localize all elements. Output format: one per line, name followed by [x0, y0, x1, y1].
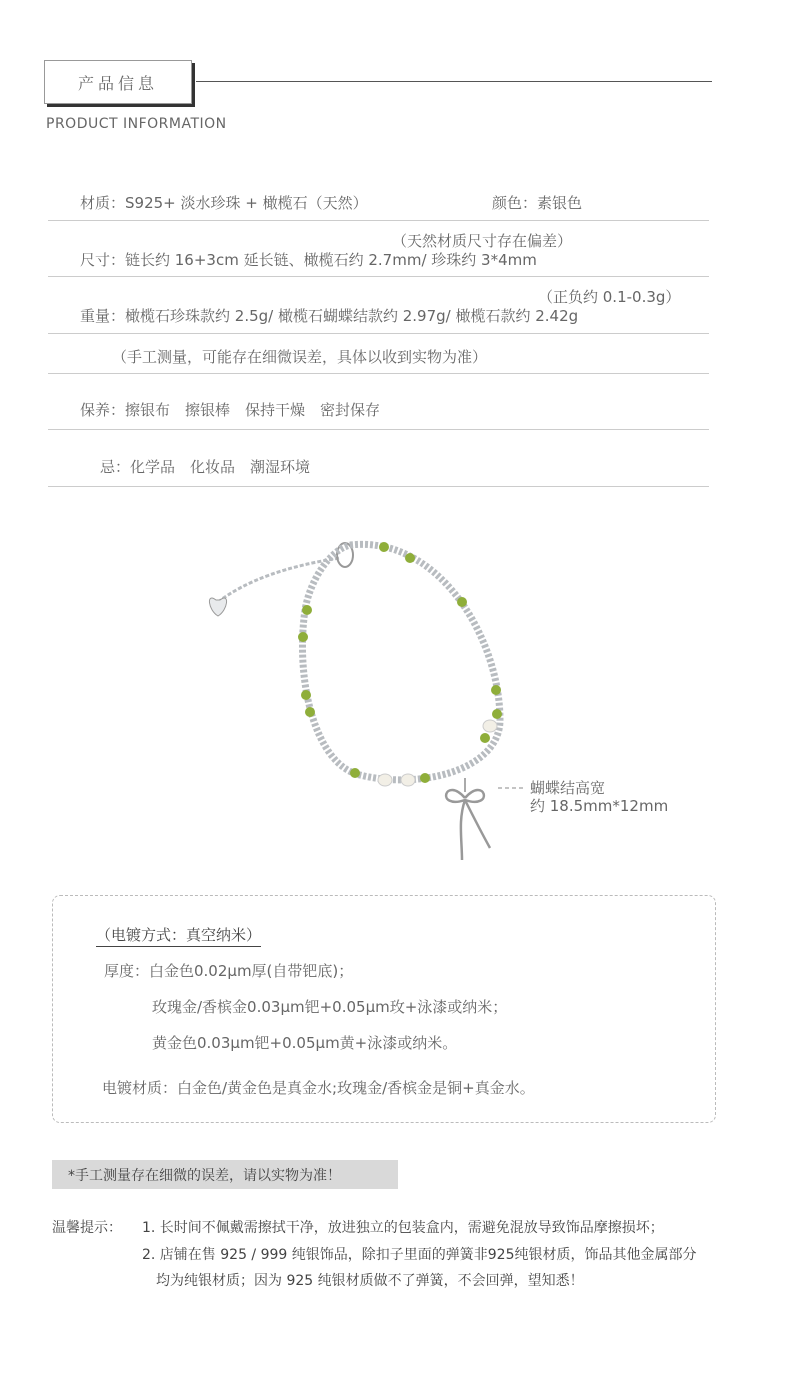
plating-gold: 黄金色0.03μm钯+0.05μm黄+泳漆或纳米。	[152, 1034, 458, 1052]
section-title-box	[44, 60, 192, 104]
tip-2-cont: 均为纯银材质；因为 925 纯银材质做不了弹簧，不会回弹，望知悉！	[156, 1273, 584, 1289]
bow-size-label-line2: 约 18.5mm*12mm	[530, 797, 669, 815]
plating-title: （电镀方式：真空纳米）	[96, 924, 261, 947]
plating-material: 电镀材质：白金色/黄金色是真金水;玫瑰金/香槟金是铜+真金水。	[102, 1079, 535, 1097]
spec-weight: 重量：橄榄石珍珠款约 2.5g/ 橄榄石蝴蝶结款约 2.97g/ 橄榄石款约 2.42g	[80, 307, 579, 325]
bracelet-illustration	[200, 530, 720, 870]
measurement-notice-bar	[52, 1160, 398, 1189]
spec-divider	[48, 429, 709, 430]
tip-1: 1. 长时间不佩戴需擦拭干净，放进独立的包装盒内，需避免混放导致饰品摩擦损坏；	[142, 1220, 664, 1236]
header-divider	[196, 81, 712, 82]
spec-color: 颜色：素银色	[492, 194, 583, 212]
product-photo	[200, 530, 720, 870]
spec-material: 材质：S925+ 淡水珍珠 + 橄榄石（天然）	[80, 194, 368, 212]
spec-divider	[48, 333, 709, 334]
section-subtitle: PRODUCT INFORMATION	[46, 116, 227, 132]
spec-divider	[48, 276, 709, 277]
tips-label: 温馨提示：	[52, 1220, 122, 1236]
measurement-notice: *手工测量存在细微的误差，请以实物为准！	[68, 1167, 341, 1184]
section-title: 产品信息	[77, 73, 158, 93]
plating-rose-gold: 玫瑰金/香槟金0.03μm钯+0.05μm玫+泳漆或纳米；	[152, 998, 508, 1016]
spec-divider	[48, 220, 709, 221]
spec-care: 保养：擦银布 擦银棒 保持干燥 密封保存	[80, 401, 381, 419]
spec-avoid: 忌：化学品 化妆品 潮湿环境	[100, 458, 311, 476]
spec-size: 尺寸：链长约 16+3cm 延长链、橄榄石约 2.7mm/ 珍珠约 3*4mm	[80, 251, 537, 269]
spec-weight-note: （正负约 0.1-0.3g）	[538, 288, 681, 306]
bow-size-label-line1: 蝴蝶结高宽	[530, 779, 606, 797]
spec-size-note: （天然材质尺寸存在偏差）	[392, 232, 573, 250]
tip-2: 2. 店铺在售 925 / 999 纯银饰品，除扣子里面的弹簧非925纯银材质，饰品其他金属部分	[142, 1247, 697, 1263]
spec-divider	[48, 373, 709, 374]
plating-thickness: 厚度：白金色0.02μm厚(自带钯底)；	[104, 962, 354, 980]
spec-measure-note: （手工测量，可能存在细微误差，具体以收到实物为准）	[112, 348, 488, 366]
spec-divider	[48, 486, 709, 487]
